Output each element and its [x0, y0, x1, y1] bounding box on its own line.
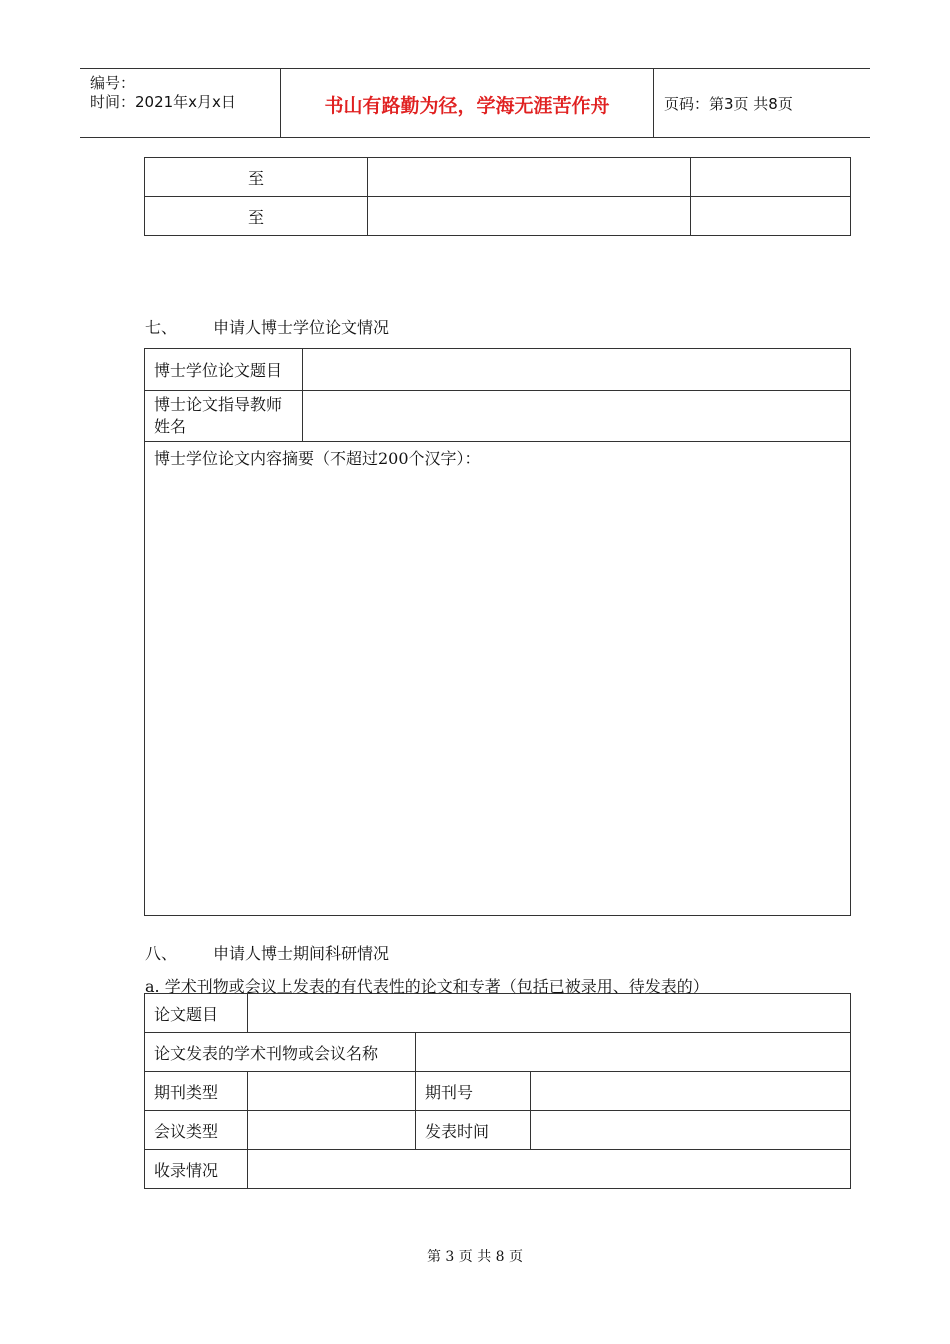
table-row — [145, 1072, 851, 1111]
paper-title-field[interactable] — [248, 994, 851, 1033]
indexed-label: 收录情况 — [145, 1150, 248, 1189]
header-meta-cell — [80, 69, 281, 137]
abstract-label: 博士学位论文内容摘要（不超过200个汉字）： — [154, 449, 481, 468]
pub-time-field[interactable] — [531, 1111, 851, 1150]
page-header — [80, 68, 870, 138]
table-row — [145, 1033, 851, 1072]
venue-label: 论文发表的学术刊物或会议名称 — [145, 1033, 416, 1072]
advisor-field[interactable] — [303, 391, 851, 442]
advisor-label: 博士论文指导教师姓名 — [145, 391, 303, 442]
section-number: 八、 — [145, 944, 178, 963]
paper-title-label: 论文题目 — [145, 994, 248, 1033]
table-row — [145, 391, 851, 442]
table-row — [145, 442, 851, 916]
table-row — [145, 197, 851, 236]
section-8a-subtitle: a. 学术刊物或会议上发表的有代表性的论文和专著（包括已被录用、待发表的） — [145, 977, 709, 996]
publication-table — [144, 993, 851, 1189]
abstract-cell[interactable] — [145, 442, 851, 916]
period-table — [144, 157, 851, 236]
table-row — [145, 158, 851, 197]
period-field[interactable] — [691, 197, 851, 236]
conf-type-field[interactable] — [248, 1111, 416, 1150]
table-row — [145, 1150, 851, 1189]
conf-type-label: 会议类型 — [145, 1111, 248, 1150]
table-row — [145, 1111, 851, 1150]
section-number: 七、 — [145, 318, 178, 337]
section-title: 申请人博士期间科研情况 — [213, 944, 390, 963]
pub-time-label: 发表时间 — [416, 1111, 531, 1150]
venue-field[interactable] — [416, 1033, 851, 1072]
thesis-table — [144, 348, 851, 916]
thesis-title-label: 博士学位论文题目 — [145, 349, 303, 391]
table-row — [145, 994, 851, 1033]
period-field[interactable] — [691, 158, 851, 197]
journal-no-field[interactable] — [531, 1072, 851, 1111]
period-to-label: 至 — [145, 197, 368, 236]
period-to-label: 至 — [145, 158, 368, 197]
document-code: 编号： — [90, 74, 136, 92]
journal-no-label: 期刊号 — [416, 1072, 531, 1111]
thesis-title-field[interactable] — [303, 349, 851, 391]
indexed-field[interactable] — [248, 1150, 851, 1189]
header-motto: 书山有路勤为径，学海无涯苦作舟 — [324, 95, 610, 117]
page-footer: 第 3 页 共 8 页 — [426, 1249, 524, 1265]
header-page-number: 页码：第3页 共8页 — [664, 95, 793, 113]
table-row — [145, 349, 851, 391]
journal-type-label: 期刊类型 — [145, 1072, 248, 1111]
header-motto-cell — [281, 69, 654, 137]
period-field[interactable] — [368, 158, 691, 197]
header-page-cell — [654, 69, 870, 137]
section-title: 申请人博士学位论文情况 — [213, 318, 390, 337]
journal-type-field[interactable] — [248, 1072, 416, 1111]
period-field[interactable] — [368, 197, 691, 236]
document-date: 时间：2021年x月x日 — [90, 93, 236, 111]
